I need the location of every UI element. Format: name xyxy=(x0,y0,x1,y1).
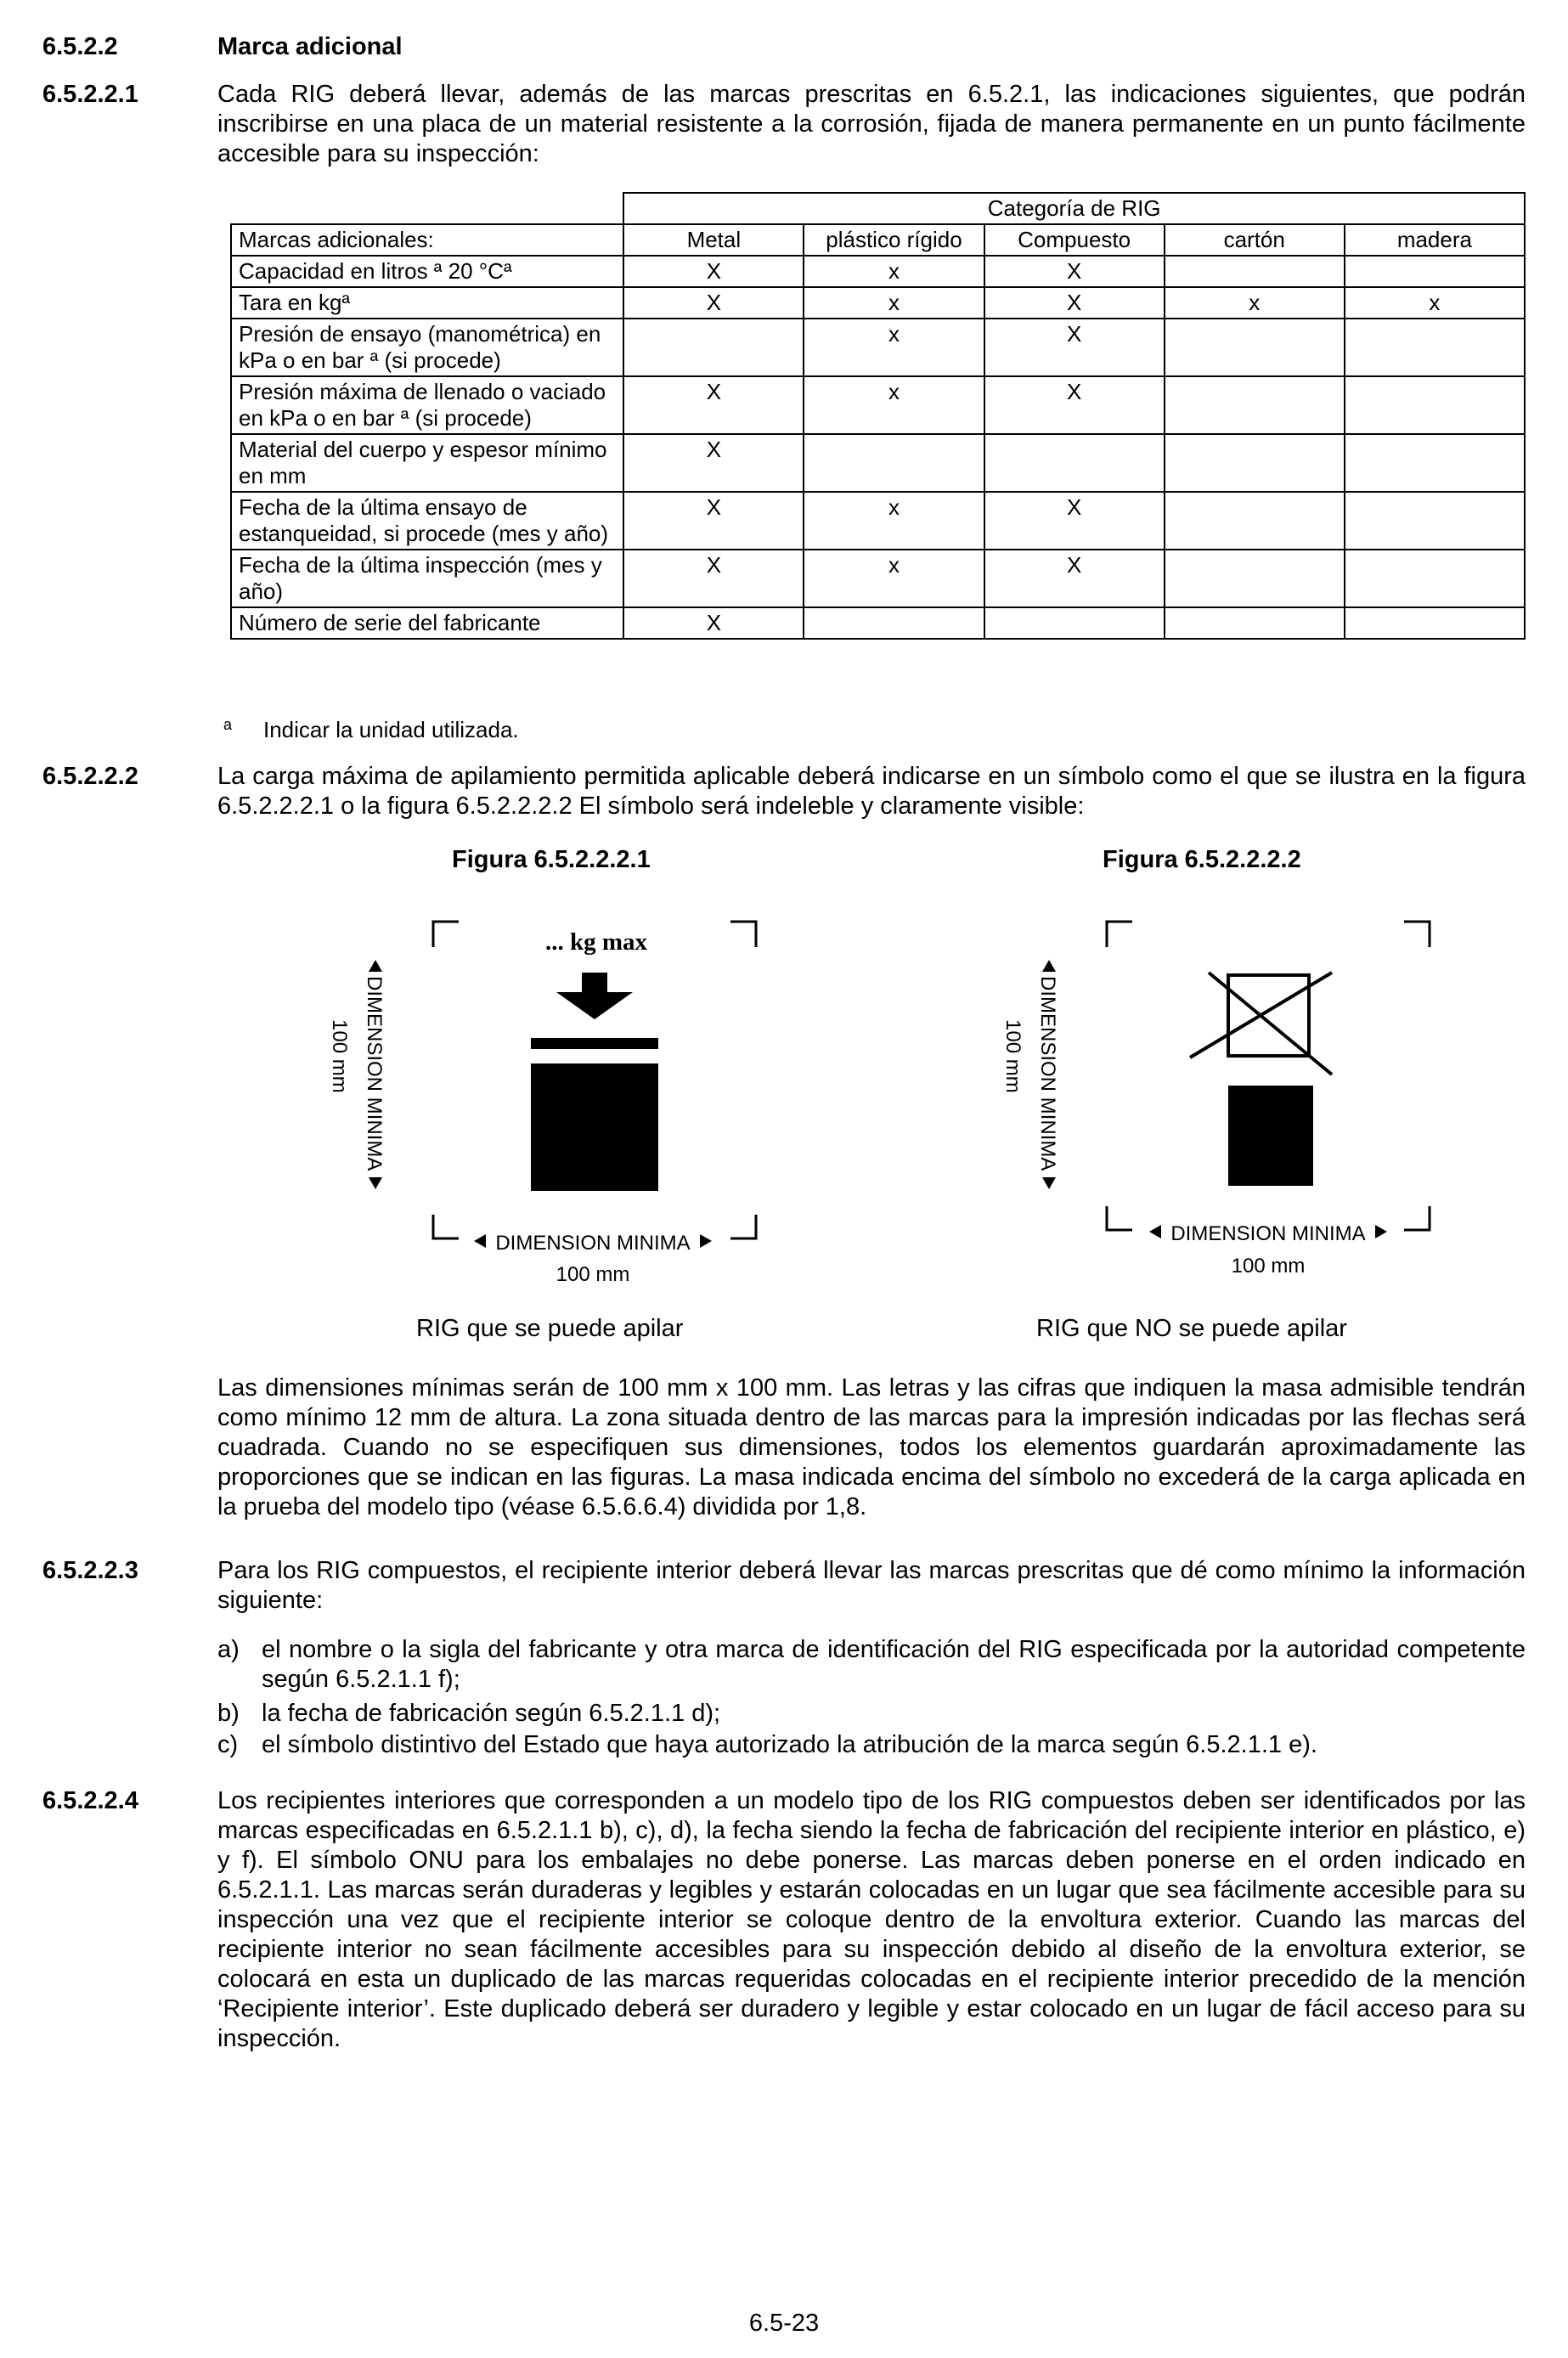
dimension-value: 100 mm xyxy=(328,1019,351,1093)
dimension-label: DIMENSION MINIMA xyxy=(1036,976,1059,1171)
dimension-value: 100 mm xyxy=(556,1263,630,1286)
table-cell xyxy=(1345,550,1525,607)
arrow-left-icon xyxy=(1042,960,1056,972)
row-label: Número de serie del fabricante xyxy=(231,607,623,639)
table-cell xyxy=(984,434,1165,492)
arrow-right-icon xyxy=(1042,1177,1056,1189)
table-row xyxy=(231,607,1525,639)
table-cell: X xyxy=(984,287,1165,319)
table-cell xyxy=(1165,550,1345,607)
table-cell: X xyxy=(623,492,804,550)
figure-title: Figura 6.5.2.2.2.1 xyxy=(452,846,651,873)
dimension-label: DIMENSION MINIMA xyxy=(495,1232,691,1255)
figure-caption: RIG que se puede apilar xyxy=(416,1315,684,1342)
table-cell xyxy=(804,434,984,492)
row-label: Tara en kgª xyxy=(231,287,623,319)
arrow-left-icon xyxy=(474,1234,486,1248)
row-label: Presión de ensayo (manométrica) en kPa o en bar ª (si procede) xyxy=(231,319,623,376)
table-cell: x xyxy=(804,492,984,550)
table-cell xyxy=(1345,607,1525,639)
section-number: 6.5.2.2.2 xyxy=(42,763,138,790)
dimension-value: 100 mm xyxy=(1001,1019,1024,1093)
group-header: Categoría de RIG xyxy=(623,193,1525,224)
table-row xyxy=(231,256,1525,287)
row-label: Fecha de la última inspección (mes y año) xyxy=(231,550,623,607)
row-label: Fecha de la última ensayo de estanqueidad, si procede (mes y año) xyxy=(231,492,623,550)
label-header: Marcas adicionales: xyxy=(231,224,623,256)
table-row xyxy=(231,319,1525,376)
figure-caption: RIG que NO se puede apilar xyxy=(1036,1315,1347,1342)
load-bar xyxy=(531,1038,658,1049)
additional-marks-table xyxy=(230,192,1526,640)
table-cell: X xyxy=(623,607,804,639)
list-text: el símbolo distintivo del Estado que haya autorizado la atribución de la marca según 6.5.2.1.1 e). xyxy=(262,1731,1317,1758)
column-header: cartón xyxy=(1165,224,1345,256)
table-cell: x xyxy=(804,256,984,287)
table-cell: X xyxy=(623,550,804,607)
table-cell: x xyxy=(1345,287,1525,319)
table-cell: X xyxy=(984,492,1165,550)
paragraph: La carga máxima de apilamiento permitida aplicable deberá indicarse en un símbolo como el que se ilustra en la figura 6.5.2.2.2.1 o la figura 6.5.2.2.2.2 El símbolo será indeleble y claramente visible: xyxy=(217,763,1526,820)
footnote: Indicar la unidad utilizada. xyxy=(263,717,519,742)
section-number: 6.5.2.2.1 xyxy=(42,81,138,108)
list-label: a) xyxy=(217,1636,240,1663)
page-number: 6.5-23 xyxy=(748,2310,820,2337)
table-cell xyxy=(1165,319,1345,376)
paragraph: Cada RIG deberá llevar, además de las marcas prescritas en 6.5.2.1, las indicaciones siguientes, que podrán inscribirse en una placa de un material resistente a la corrosión, fijada de manera permanente en un punto fácilmente accesible para su inspección: xyxy=(217,81,1526,167)
arrow-right-icon xyxy=(369,1177,382,1189)
figure-title: Figura 6.5.2.2.2.2 xyxy=(1103,846,1301,873)
table-cell: X xyxy=(623,256,804,287)
kg-max-label: ... kg max xyxy=(544,928,648,956)
section-number: 6.5.2.2.3 xyxy=(42,1557,138,1584)
table-cell xyxy=(1165,492,1345,550)
table-cell: x xyxy=(804,376,984,434)
list-text: el nombre o la sigla del fabricante y otra marca de identificación del RIG especificada por la autoridad competente según 6.5.2.1.1 f); xyxy=(262,1636,1526,1693)
paragraph: Para los RIG compuestos, el recipiente interior deberá llevar las marcas prescritas que dé como mínimo la información siguiente: xyxy=(217,1557,1526,1614)
table-cell: x xyxy=(1165,287,1345,319)
table-cell xyxy=(984,607,1165,639)
arrow-right-icon xyxy=(700,1234,712,1248)
list-label: b) xyxy=(217,1700,240,1727)
table-cell: X xyxy=(984,319,1165,376)
table-cell xyxy=(1165,434,1345,492)
table-cell xyxy=(1345,256,1525,287)
table-cell xyxy=(1345,434,1525,492)
table-cell: X xyxy=(984,550,1165,607)
arrow-right-icon xyxy=(1375,1225,1387,1238)
section-number: 6.5.2.2.4 xyxy=(42,1787,138,1814)
table-row xyxy=(231,492,1525,550)
row-label: Presión máxima de llenado o vaciado en kPa o en bar ª (si procede) xyxy=(231,376,623,434)
table-cell: X xyxy=(984,376,1165,434)
stackable-symbol-figure xyxy=(323,900,781,1300)
column-header: Compuesto xyxy=(984,224,1165,256)
dimension-value: 100 mm xyxy=(1231,1255,1306,1278)
table-cell: X xyxy=(984,256,1165,287)
table-cell: x xyxy=(804,550,984,607)
non-stackable-symbol-figure xyxy=(996,900,1455,1300)
arrow-left-icon xyxy=(1149,1225,1161,1238)
paragraph: Las dimensiones mínimas serán de 100 mm x 100 mm. Las letras y las cifras que indiquen la masa admisible tendrán como mínimo 12 mm de altura. La zona situada dentro de las marcas para la impresión indicadas por las flechas será cuadrada. Cuando no se especifiquen sus dimensiones, todos los elementos guardarán aproximadamente las proporciones que se indican en las figuras. La masa indicada encima del símbolo no excederá de la carga aplicada en la prueba del modelo tipo (véase 6.5.6.6.4) dividida por 1,8. xyxy=(217,1374,1526,1520)
table-cell xyxy=(1165,256,1345,287)
table-cell: x xyxy=(804,319,984,376)
table-cell: X xyxy=(623,434,804,492)
row-label: Capacidad en litros ª 20 °Cª xyxy=(231,256,623,287)
table-row xyxy=(231,550,1525,607)
column-header: Metal xyxy=(623,224,804,256)
column-header: plástico rígido xyxy=(804,224,984,256)
row-label: Material del cuerpo y espesor mínimo en mm xyxy=(231,434,623,492)
down-arrow-icon xyxy=(556,973,633,1019)
container-block xyxy=(531,1063,658,1191)
container-block xyxy=(1228,1086,1313,1186)
table-cell xyxy=(1165,376,1345,434)
table-cell: x xyxy=(804,287,984,319)
section-number: 6.5.2.2 xyxy=(42,33,118,60)
table-row xyxy=(231,376,1525,434)
table-cell: X xyxy=(623,287,804,319)
column-header: madera xyxy=(1345,224,1525,256)
table-row xyxy=(231,434,1525,492)
table-cell xyxy=(1345,376,1525,434)
arrow-left-icon xyxy=(369,960,382,972)
table-cell xyxy=(804,607,984,639)
table-row xyxy=(231,287,1525,319)
table-cell xyxy=(623,319,804,376)
table-cell xyxy=(1345,319,1525,376)
footnote-mark: a xyxy=(223,716,233,733)
list-text: la fecha de fabricación según 6.5.2.1.1 d); xyxy=(262,1700,721,1727)
table-corner xyxy=(231,193,623,224)
list-label: c) xyxy=(217,1731,239,1758)
table-cell: X xyxy=(623,376,804,434)
paragraph: Los recipientes interiores que corresponden a un modelo tipo de los RIG compuestos deben ser identificados por las marcas especificadas en 6.5.2.1.1 b), c), d), la fecha siendo la fecha de fabricación del recipiente interior en plástico, e) y f). El símbolo ONU para los embalajes no debe ponerse. Las marcas deben ponerse en el orden indicado en 6.5.2.1.1. Las marcas serán duraderas y legibles y estarán colocadas en un lugar que sea fácilmente accesible para su inspección una vez que el recipiente interior se coloque dentro de la envoltura exterior. Cuando las marcas del recipiente interior no sean fácilmente accesibles para su inspección debido al diseño de la envoltura exterior, se colocará en esta un duplicado de las marcas requeridas colocadas en el recipiente interior precedido de la mención ‘Recipiente interior’. Este duplicado deberá ser duradero y legible y estar colocado en un lugar de fácil acceso para su inspección. xyxy=(217,1787,1526,2052)
table-cell xyxy=(1345,492,1525,550)
dimension-label: DIMENSION MINIMA xyxy=(363,976,386,1171)
dimension-label: DIMENSION MINIMA xyxy=(1170,1222,1366,1245)
table-cell xyxy=(1165,607,1345,639)
section-title: Marca adicional xyxy=(217,33,403,60)
